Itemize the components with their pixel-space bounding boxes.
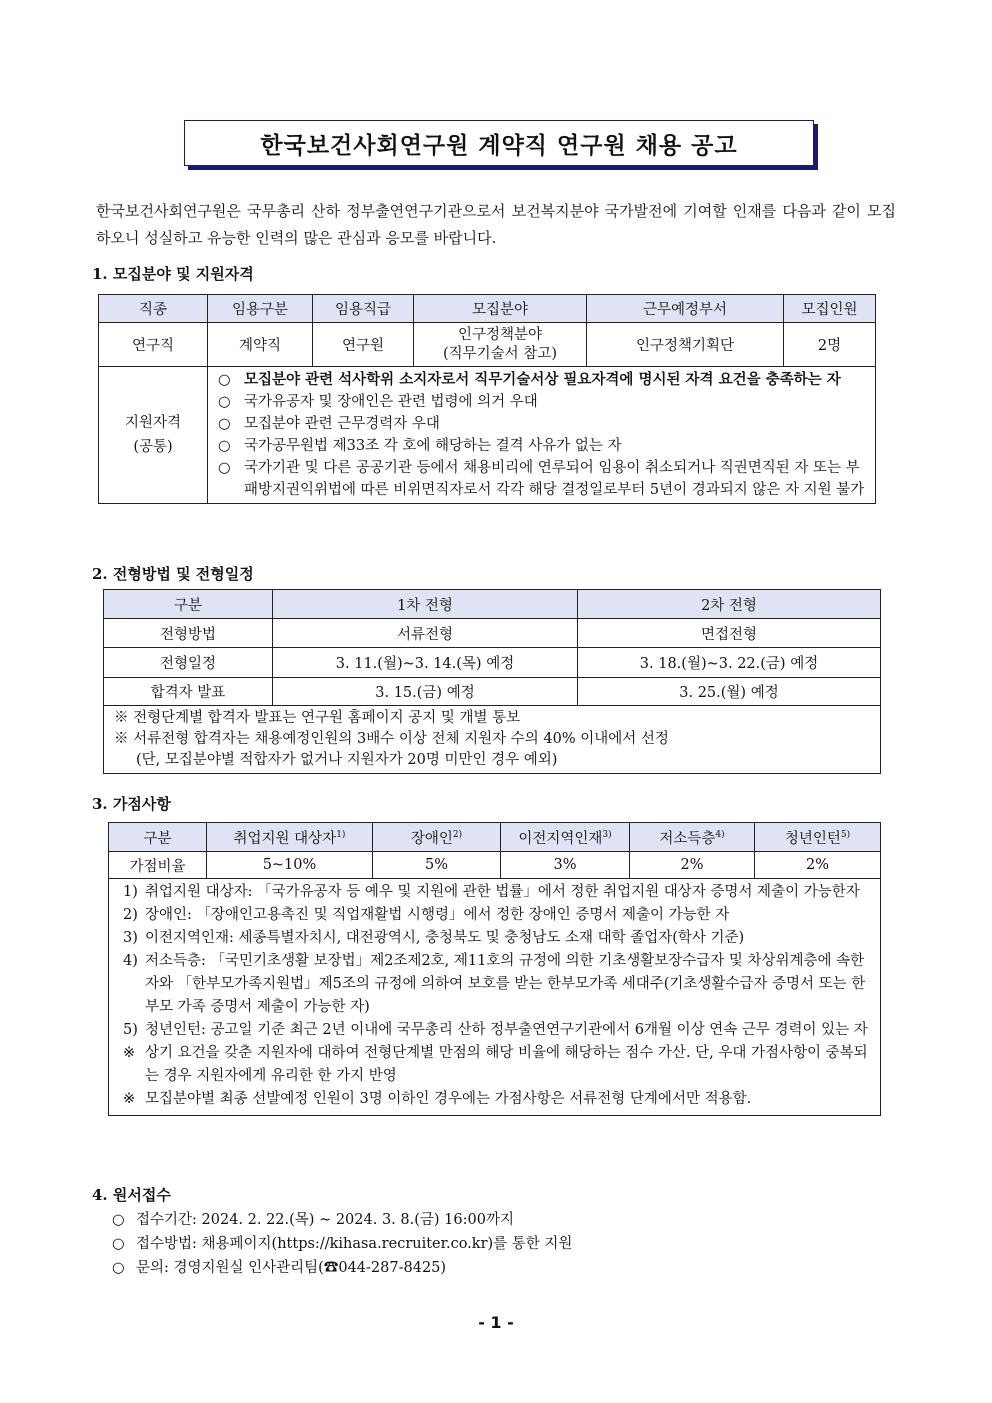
qualification-item: ○ 모집분야 관련 근무경력자 우대 bbox=[218, 413, 869, 435]
row-stage2: 면접전형 bbox=[578, 619, 881, 648]
bonus-value: 3% bbox=[501, 852, 630, 879]
page-number: - 1 - bbox=[478, 1313, 514, 1332]
cell-rank: 연구원 bbox=[313, 323, 414, 367]
qual-cell bbox=[208, 367, 876, 504]
cell-field bbox=[414, 323, 587, 367]
cell-type: 계약직 bbox=[208, 323, 313, 367]
header-count: 모집인원 bbox=[784, 295, 876, 323]
bonus-table bbox=[108, 822, 881, 1116]
cell-count: 2명 bbox=[784, 323, 876, 367]
note-line: (단, 모집분야별 적합자가 없거나 지원자가 20명 미만인 경우 예외) bbox=[136, 752, 558, 768]
qualification-item: ○ 국가유공자 및 장애인은 관련 법령에 의거 우대 bbox=[218, 391, 869, 413]
circle-bullet-icon: ○ bbox=[112, 1212, 125, 1228]
circle-bullet-icon: ○ bbox=[112, 1260, 125, 1276]
bonus-note: ※ 모집분야별 최종 선발예정 인원이 3명 이하인 경우에는 가점사항은 서류전형 단계에서만 적용함. bbox=[123, 1091, 752, 1107]
header-stage2: 2차 전형 bbox=[578, 590, 881, 619]
qual-label-line2: (공통) bbox=[133, 439, 173, 455]
row-label: 전형일정 bbox=[104, 648, 273, 678]
bonus-value: 2% bbox=[630, 852, 755, 879]
cell-field-line1: 인구정책분야 bbox=[457, 326, 543, 343]
bonus-note: 4) 저소득층: 「국민기초생활 보장법」제2조제2호, 제11호의 규정에 의한 기초생활보장수급자 및 차상위계층에 속한 자와 「한부모가족지원법」제5조의 규정에 의하여 보호를 받는 한부모가족 세대주(기초생활수급자 증명서 또는 한부모 가족 증명서 제출이 가능한 자) bbox=[123, 953, 866, 1015]
circle-bullet-icon: ○ bbox=[218, 371, 231, 388]
row-stage1: 3. 15.(금) 예정 bbox=[273, 678, 578, 706]
header-category: 구분 bbox=[104, 590, 273, 619]
bonus-note: 3) 이전지역인재: 세종특별자치시, 대전광역시, 충청북도 및 충청남도 소재 대학 졸업자(학사 기준) bbox=[123, 930, 745, 946]
qualification-list bbox=[208, 367, 875, 503]
circle-bullet-icon: ○ bbox=[112, 1236, 125, 1252]
qual-label bbox=[99, 367, 208, 504]
selection-table bbox=[103, 589, 881, 774]
bonus-note: 5) 청년인턴: 공고일 기준 최근 2년 이내에 국무총리 산하 정부출연연구기관에서 6개월 이상 연속 근무 경력이 있는 자 bbox=[123, 1022, 868, 1038]
row-stage2: 3. 18.(월)~3. 22.(금) 예정 bbox=[578, 648, 881, 678]
circle-bullet-icon: ○ bbox=[218, 394, 231, 410]
header-youth-intern: 청년인턴$^{5)}$ bbox=[755, 823, 881, 852]
header-field: 모집분야 bbox=[414, 295, 587, 323]
header-stage1: 1차 전형 bbox=[273, 590, 578, 619]
qualification-item: ○ 국가기관 및 다른 공공기관 등에서 채용비리에 연루되어 임용이 취소되거나 직권면직된 자 또는 부패방지권익위법에 따른 비위면직자로서 각각 해당 결정일로부터 5년이 경과되지 않은 자 지원 불가 bbox=[218, 457, 869, 501]
qualification-item: ○ 모집분야 관련 석사학위 소지자로서 직무기술서상 필요자격에 명시된 자격 요건을 충족하는 자 bbox=[218, 369, 869, 391]
header-type: 임용구분 bbox=[208, 295, 313, 323]
application-item: ○ 접수기간: 2024. 2. 22.(목) ~ 2024. 3. 8.(금) 16:00까지 bbox=[112, 1208, 572, 1232]
cell-dept: 인구정책기획단 bbox=[587, 323, 784, 367]
section4-heading: 4. 원서접수 bbox=[92, 1186, 171, 1204]
note-line: ※ 서류전형 합격자는 채용예정인원의 3배수 이상 전체 지원자 수의 40% 이내에서 선정 bbox=[114, 731, 669, 747]
selection-notes bbox=[104, 706, 881, 774]
bonus-note: 2) 장애인: 「장애인고용촉진 및 직업재활법 시행령」에서 정한 장애인 증명서 제출이 가능한 자 bbox=[123, 907, 730, 923]
circle-bullet-icon: ○ bbox=[218, 438, 231, 454]
circle-bullet-icon: ○ bbox=[218, 460, 231, 476]
header-low-income: 저소득층$^{4)}$ bbox=[630, 823, 755, 852]
bonus-value: 2% bbox=[755, 852, 881, 879]
header-rank: 임용직급 bbox=[313, 295, 414, 323]
row-label: 전형방법 bbox=[104, 619, 273, 648]
section1-heading: 1. 모집분야 및 지원자격 bbox=[92, 265, 254, 283]
header-category: 구분 bbox=[109, 823, 207, 852]
header-employment-support: 취업지원 대상자$^{1)}$ bbox=[207, 823, 373, 852]
bonus-notes bbox=[109, 879, 881, 1116]
qualification-item: ○ 국가공무원법 제33조 각 호에 해당하는 결격 사유가 없는 자 bbox=[218, 435, 869, 457]
recruitment-table bbox=[98, 294, 876, 504]
bonus-value: 5~10% bbox=[207, 852, 373, 879]
row-stage2: 3. 25.(월) 예정 bbox=[578, 678, 881, 706]
header-job: 직종 bbox=[99, 295, 208, 323]
note-line: ※ 전형단계별 합격자 발표는 연구원 홈페이지 공지 및 개별 통보 bbox=[114, 710, 521, 726]
section2-heading: 2. 전형방법 및 전형일정 bbox=[92, 565, 254, 583]
application-list bbox=[112, 1208, 572, 1280]
bonus-value: 5% bbox=[373, 852, 501, 879]
header-disabled: 장애인$^{2)}$ bbox=[373, 823, 501, 852]
circle-bullet-icon: ○ bbox=[218, 416, 231, 432]
cell-job: 연구직 bbox=[99, 323, 208, 367]
intro-paragraph: 한국보건사회연구원은 국무총리 산하 정부출연연구기관으로서 보건복지분야 국가발전에 기여할 인재를 다음과 같이 모집하오니 성실하고 유능한 인력의 많은 관심과 응모를 바랍니다. bbox=[96, 202, 896, 247]
header-dept: 근무예정부서 bbox=[587, 295, 784, 323]
bonus-note: 1) 취업지원 대상자: 「국가유공자 등 예우 및 지원에 관한 법률」에서 정한 취업지원 대상자 증명서 제출이 가능한자 bbox=[123, 884, 860, 900]
qual-label-line1: 지원자격 bbox=[124, 415, 182, 431]
bonus-note: ※ 상기 요건을 갖춘 지원자에 대하여 전형단계별 만점의 해당 비율에 해당하는 점수 가산. 단, 우대 가점사항이 중복되는 경우 지원자에게 유리한 한 가지 반영 bbox=[123, 1045, 868, 1084]
row-label: 합격자 발표 bbox=[104, 678, 273, 706]
application-item: ○ 접수방법: 채용페이지(https://kihasa.recruiter.co.kr)를 통한 지원 bbox=[112, 1232, 572, 1256]
section3-heading: 3. 가점사항 bbox=[92, 795, 171, 813]
application-item: ○ 문의: 경영지원실 인사관리팀(☎044-287-8425) bbox=[112, 1256, 572, 1280]
cell-field-line2: (직무기술서 참고) bbox=[443, 345, 557, 362]
page-title: 한국보건사회연구원 계약직 연구원 채용 공고 bbox=[184, 120, 814, 166]
header-relocated-region: 이전지역인재$^{3)}$ bbox=[501, 823, 630, 852]
row-stage1: 3. 11.(월)~3. 14.(목) 예정 bbox=[273, 648, 578, 678]
row-stage1: 서류전형 bbox=[273, 619, 578, 648]
row-label: 가점비율 bbox=[109, 852, 207, 879]
